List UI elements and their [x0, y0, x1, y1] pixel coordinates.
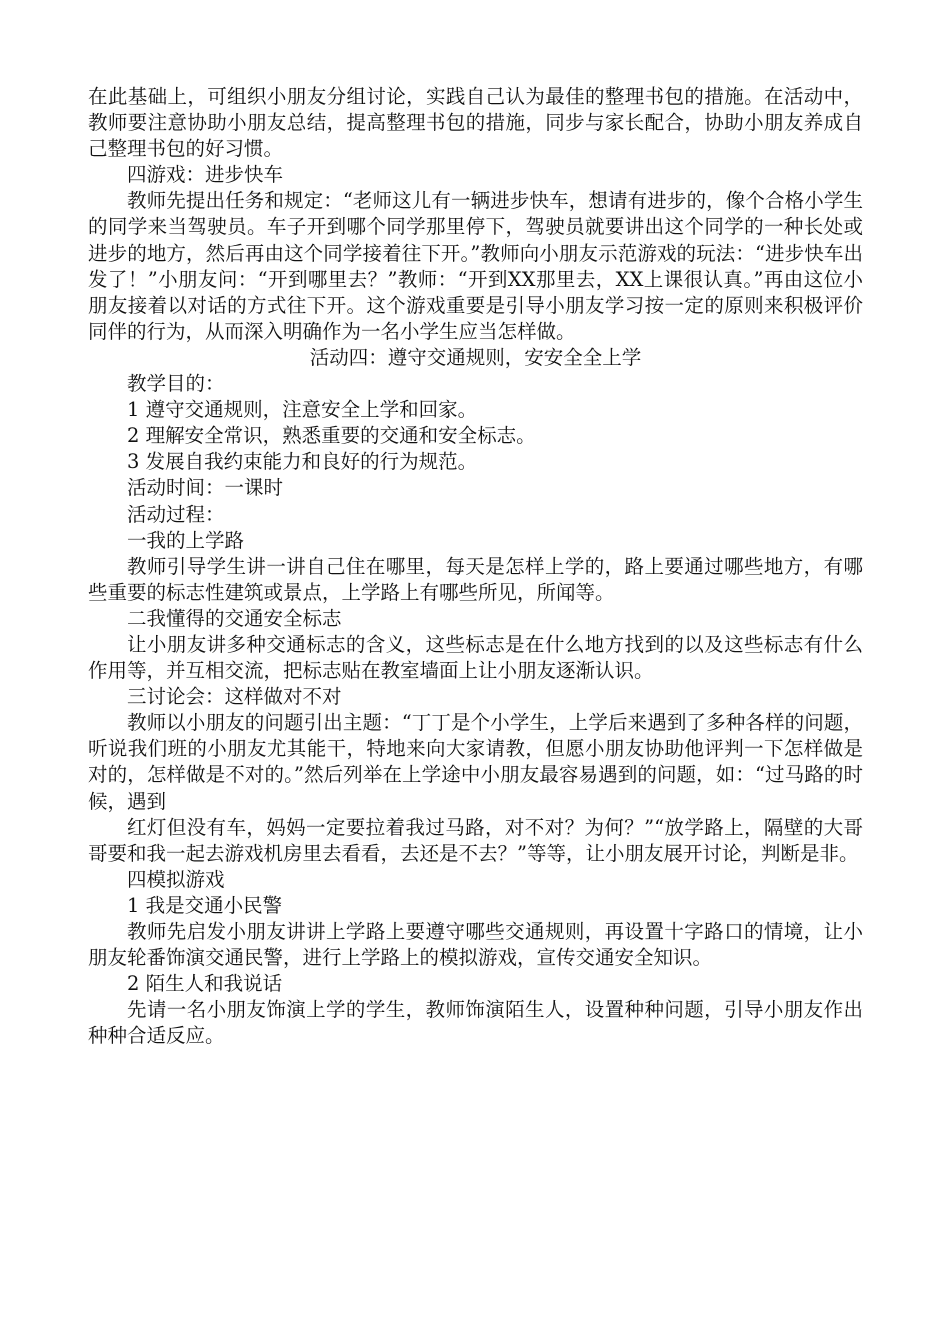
paragraph-stranger: 先请一名小朋友饰演上学的学生，教师饰演陌生人，设置种种问题，引导小朋友作出种种合适反应。	[88, 998, 863, 1048]
paragraph-organize-discussion: 在此基础上，可组织小朋友分组讨论，实践自己认为最佳的整理书包的措施。在活动中，教师要注意协助小朋友总结，提高整理书包的措施，同步与家长配合，协助小朋友养成自己整理书包的好习惯。	[88, 85, 863, 161]
paragraph-traffic-signs: 让小朋友讲多种交通标志的含义，这些标志是在什么地方找到的以及这些标志有什么作用等，并互相交流，把标志贴在教室墙面上让小朋友逐渐认识。	[88, 632, 863, 683]
heading-activity-process: 活动过程：	[127, 502, 225, 526]
goal-item-1: 1 遵守交通规则，注意安全上学和回家。	[127, 398, 478, 422]
paragraph-way-to-school: 教师引导学生讲一讲自己住在哪里，每天是怎样上学的，路上要通过哪些地方，有哪些重要的标志性建筑或景点，上学路上有哪些所见，所闻等。	[88, 554, 863, 604]
heading-stranger: 2 陌生人和我说话	[127, 972, 283, 996]
goal-item-3: 3 发展自我约束能力和良好的行为规范。	[127, 450, 478, 474]
heading-traffic-signs: 二我懂得的交通安全标志	[127, 606, 342, 630]
heading-traffic-police: 1 我是交通小民警	[127, 893, 283, 917]
heading-activity-four: 活动四：遵守交通规则，安安全全上学	[309, 345, 642, 369]
paragraph-traffic-police: 教师先启发小朋友讲讲上学路上要遵守哪些交通规则，再设置十字路口的情境，让小朋友轮番饰演交通民警，进行上学路上的模拟游戏，宣传交通安全知识。	[88, 920, 863, 970]
paragraph-discussion-continued: 红灯但没有车，妈妈一定要拉着我过马路，对不对？为何？”“放学路上，隔壁的大哥哥要和我一起去游戏机房里去看看，去还是不去？”等等，让小朋友展开讨论，判断是非。	[88, 815, 863, 865]
paragraph-game-rules: 教师先提出任务和规定：“老师这儿有一辆进步快车，想请有进步的，像个合格小学生的同学来当驾驶员。车子开到哪个同学那里停下，驾驶员就要讲出这个同学的一种长处或进步的地方，然后再由这个同学接着往下开。”教师向小朋友示范游戏的玩法：“进步快车出发了！”小朋友问：“开到哪里去？”教师：“开到XX那里去，XX上课很认真。”再由这位小朋友接着以对话的方式往下开。这个游戏重要是引导小朋友学习按一定的原则来积极评价同伴的行为，从而深入明确作为一名小学生应当怎样做。	[88, 189, 863, 343]
heading-progress-express-game: 四游戏：进步快车	[127, 163, 284, 187]
paragraph-discussion-intro: 教师以小朋友的问题引出主题：“丁丁是个小学生，上学后来遇到了多种各样的问题，听说我们班的小朋友尤其能干，特地来向大家请教，但愿小朋友协助他评判一下怎样做是对的，怎样做是不对的。”然后列举在上学途中小朋友最容易遇到的问题，如：“过马路的时候，遇到	[88, 711, 863, 813]
heading-simulation-game: 四模拟游戏	[127, 867, 225, 891]
heading-discussion: 三讨论会：这样做对不对	[127, 685, 342, 709]
activity-time: 活动时间：一课时	[127, 476, 284, 500]
heading-teaching-goals: 教学目的：	[127, 372, 225, 396]
document-body	[88, 84, 863, 1049]
heading-my-way-to-school: 一我的上学路	[127, 528, 245, 552]
goal-item-2: 2 理解安全常识，熟悉重要的交通和安全标志。	[127, 424, 536, 448]
